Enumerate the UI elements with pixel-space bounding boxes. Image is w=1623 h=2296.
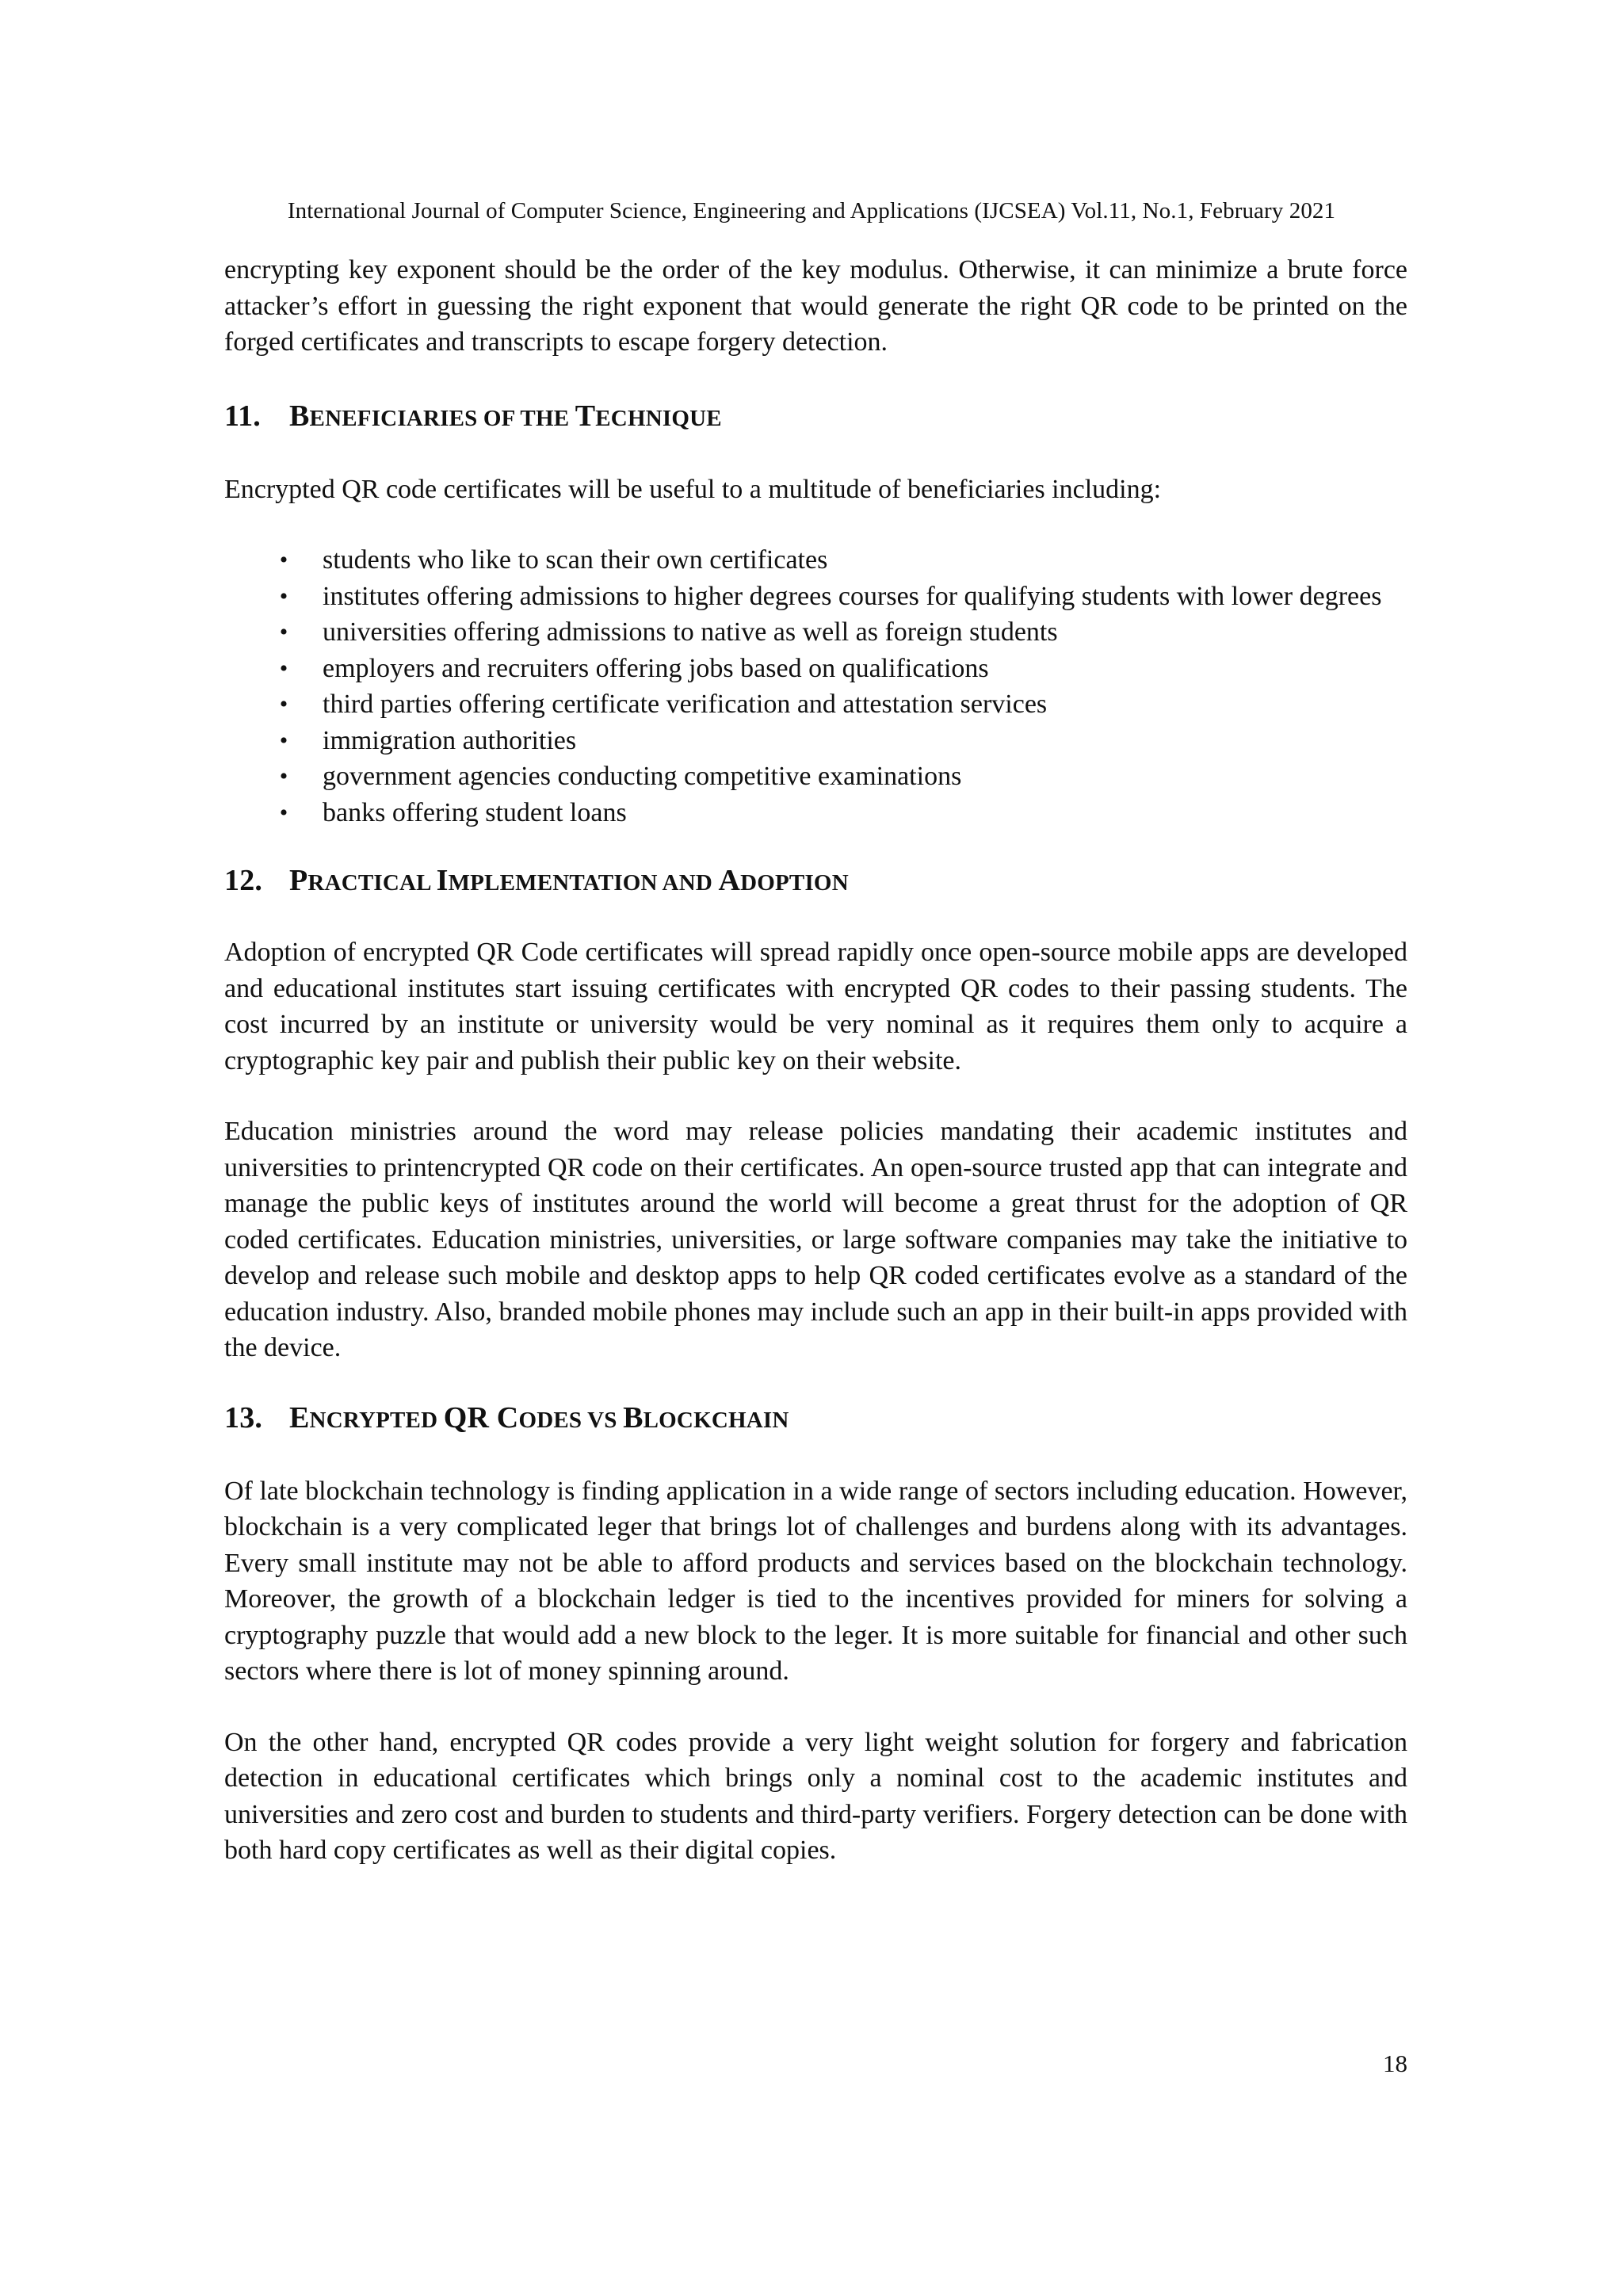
title-smallcaps: RACTICAL — [307, 870, 437, 896]
list-item-text: universities offering admissions to native as well as foreign students — [323, 617, 1058, 647]
body-paragraph: Education ministries around the word may release policies mandating their academic institutes and universities to printencrypted QR code on their certificates. An open-source trusted app that can integrate and manage the public keys of institutes around the world will become a great thrust for the adoption of QR coded certificates. Education ministries, universities, or large software companies may take the initiative to develop and release such mobile and desktop apps to help QR coded certificates evolve as a standard of the education industry. Also, branded mobile phones may include such an app in their built-in apps provided with the device. — [224, 1117, 1407, 1362]
section-heading-11 — [224, 396, 1407, 438]
list-item-text: students who like to scan their own certificates — [323, 545, 828, 575]
title-smallcaps: DOPTION — [740, 870, 849, 896]
title-cap: I — [436, 864, 449, 897]
title-smallcaps: LOCKCHAIN — [643, 1407, 789, 1433]
title-cap: T — [575, 399, 596, 433]
section-number: 13. — [224, 1400, 263, 1435]
title-cap: P — [289, 864, 308, 897]
bullet-icon: • — [279, 691, 288, 717]
section-title — [289, 399, 722, 433]
section-title — [289, 1401, 789, 1435]
list-item — [224, 542, 1407, 579]
section-lead: Encrypted QR code certificates will be useful to a multitude of beneficiaries including: — [224, 474, 1162, 504]
section-heading-13 — [224, 1398, 1407, 1440]
title-smallcaps: ODES VS — [518, 1407, 624, 1433]
list-item-text: immigration authorities — [323, 725, 577, 755]
list-item-text: banks offering student loans — [323, 797, 627, 827]
title-cap: B — [289, 399, 310, 433]
section-heading-12 — [224, 861, 1407, 903]
section-number: 11. — [224, 399, 262, 433]
title-cap: QR C — [443, 1400, 519, 1435]
section-number: 12. — [224, 864, 263, 897]
title-cap: A — [718, 864, 741, 897]
bullet-icon: • — [279, 655, 288, 682]
list-item-text: institutes offering admissions to higher degrees courses for qualifying students with lower degrees — [323, 581, 1382, 611]
bullet-icon: • — [279, 583, 288, 609]
bullet-icon: • — [279, 799, 288, 826]
list-item — [224, 723, 1407, 759]
running-header: International Journal of Computer Science, Engineering and Applications (IJCSEA) Vol.11, No.1, February 2021 — [287, 198, 1336, 223]
list-item — [224, 686, 1407, 723]
page-content — [224, 252, 1407, 1869]
title-smallcaps: ECHNIQUE — [595, 405, 722, 431]
list-item-text: government agencies conducting competitive examinations — [323, 762, 962, 791]
beneficiaries-list — [224, 542, 1407, 831]
bullet-icon: • — [279, 727, 288, 754]
list-item-text: employers and recruiters offering jobs based on qualifications — [323, 653, 989, 683]
list-item — [224, 795, 1407, 831]
page-number: 18 — [1383, 2050, 1407, 2077]
title-smallcaps: ENEFICIARIES OF THE — [309, 405, 575, 431]
title-smallcaps: MPLEMENTATION AND — [448, 870, 719, 896]
intro-paragraph: encrypting key exponent should be the order of the key modulus. Otherwise, it can minimize a brute force attacker’s effort in guessing the right exponent that would generate the right QR code to be printed on the forged certificates and transcripts to escape forgery detection. — [224, 255, 1407, 357]
list-item-text: third parties offering certificate verification and attestation services — [323, 690, 1048, 719]
list-item — [224, 579, 1407, 615]
bullet-icon: • — [279, 547, 288, 573]
bullet-icon: • — [279, 763, 288, 789]
body-paragraph: Of late blockchain technology is finding application in a wide range of sectors including education. However, blockchain is a very complicated leger that brings lot of challenges and burdens along with its advantages. Every small institute may not be able to afford products and services based on the blockchain technology. Moreover, the growth of a blockchain ledger is tied to the incentives provided for miners for solving a cryptography puzzle that would add a new block to the leger. It is more suitable for financial and other such sectors where there is lot of money spinning around. — [224, 1476, 1407, 1686]
section-title — [289, 864, 849, 897]
title-cap: B — [623, 1400, 643, 1435]
body-paragraph: Adoption of encrypted QR Code certificates will spread rapidly once open-source mobile apps are developed and educational institutes start issuing certificates with encrypted QR codes to their passing students. The cost incurred by an institute or university would be very nominal as it requires them only to acquire a cryptographic key pair and publish their public key on their website. — [224, 938, 1407, 1075]
title-cap: E — [289, 1400, 310, 1435]
bullet-icon: • — [279, 619, 288, 645]
list-item — [224, 614, 1407, 651]
title-smallcaps: NCRYPTED — [309, 1407, 444, 1433]
body-paragraph: On the other hand, encrypted QR codes provide a very light weight solution for forgery and fabrication detection in educational certificates which brings only a nominal cost to the academic institutes and universities and zero cost and burden to students and third-party verifiers. Forgery detection can be done with both hard copy certificates as well as their digital copies. — [224, 1727, 1407, 1865]
list-item — [224, 651, 1407, 687]
list-item — [224, 758, 1407, 795]
